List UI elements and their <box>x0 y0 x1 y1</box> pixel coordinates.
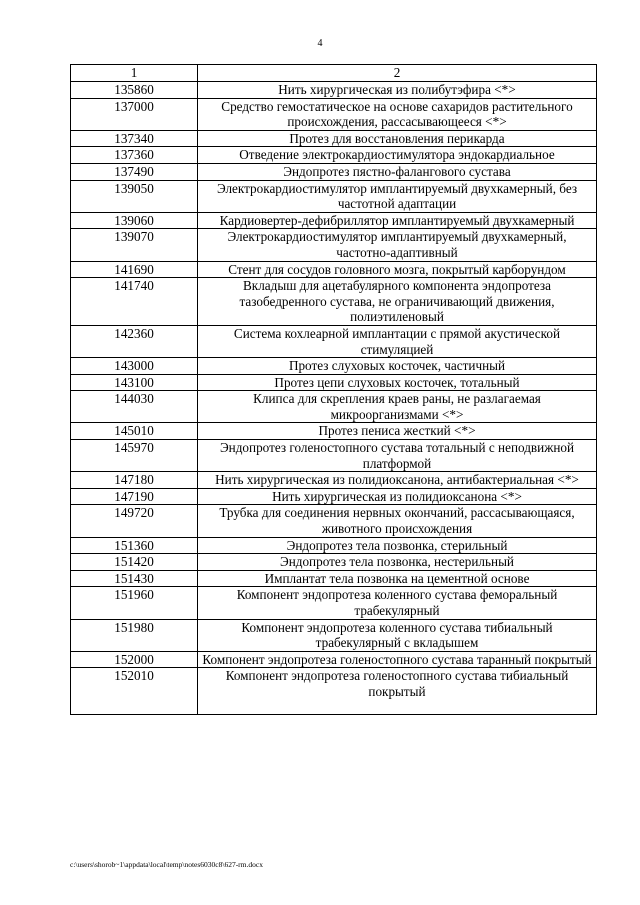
table-body <box>71 82 597 715</box>
table-row <box>71 98 597 130</box>
row-code-cell: 141690 <box>71 261 198 278</box>
row-name-cell: Средство гемостатическое на основе сахаридов растительного происхождения, рассасывающееся <*> <box>198 98 597 130</box>
table-row <box>71 261 597 278</box>
table-row <box>71 537 597 554</box>
row-code-cell: 137360 <box>71 147 198 164</box>
row-code-cell: 137490 <box>71 163 198 180</box>
row-code-cell: 151960 <box>71 587 198 619</box>
row-code-cell: 147180 <box>71 472 198 489</box>
row-code-cell: 137340 <box>71 130 198 147</box>
table-row <box>71 130 597 147</box>
row-code-cell: 151360 <box>71 537 198 554</box>
column-header-1: 1 <box>71 65 198 82</box>
row-name-cell: Стент для сосудов головного мозга, покрытый карборундом <box>198 261 597 278</box>
table-row <box>71 147 597 164</box>
row-name-cell: Вкладыш для ацетабулярного компонента эндопротеза тазобедренного сустава, не ограничивающий движения, полиэтиленовый <box>198 278 597 326</box>
row-name-cell: Компонент эндопротеза голеностопного сустава таранный покрытый <box>198 651 597 668</box>
table-row <box>71 472 597 489</box>
table-row <box>71 488 597 505</box>
footer-file-path: c:\users\shorob~1\appdata\local\temp\notes6030c8\627-rm.docx <box>70 860 263 869</box>
row-name-cell: Клипса для скрепления краев раны, не разлагаемая микроорганизмами <*> <box>198 391 597 423</box>
table-row <box>71 229 597 261</box>
row-name-cell: Эндопротез голеностопного сустава тотальный с неподвижной платформой <box>198 440 597 472</box>
row-name-cell: Протез цепи слуховых косточек, тотальный <box>198 374 597 391</box>
row-name-cell: Компонент эндопротеза голеностопного сустава тибиальный покрытый <box>198 668 597 715</box>
table-row <box>71 391 597 423</box>
row-name-cell: Система кохлеарной имплантации с прямой акустической стимуляцией <box>198 325 597 357</box>
table-row <box>71 374 597 391</box>
table-row <box>71 440 597 472</box>
row-name-cell: Эндопротез тела позвонка, нестерильный <box>198 554 597 571</box>
row-code-cell: 145010 <box>71 423 198 440</box>
table-row <box>71 554 597 571</box>
row-name-cell: Нить хирургическая из полидиоксанона, антибактериальная <*> <box>198 472 597 489</box>
row-name-cell: Эндопротез пястно-фалангового сустава <box>198 163 597 180</box>
row-code-cell: 151980 <box>71 619 198 651</box>
row-code-cell: 151430 <box>71 570 198 587</box>
row-code-cell: 152000 <box>71 651 198 668</box>
row-code-cell: 143000 <box>71 358 198 375</box>
row-name-cell: Кардиовертер-дефибриллятор имплантируемый двухкамерный <box>198 212 597 229</box>
row-name-cell: Протез пениса жесткий <*> <box>198 423 597 440</box>
row-name-cell: Нить хирургическая из полидиоксанона <*> <box>198 488 597 505</box>
table-row <box>71 587 597 619</box>
table-row <box>71 651 597 668</box>
row-code-cell: 137000 <box>71 98 198 130</box>
row-code-cell: 135860 <box>71 82 198 99</box>
row-name-cell: Нить хирургическая из полибутэфира <*> <box>198 82 597 99</box>
table-row <box>71 358 597 375</box>
table-row <box>71 570 597 587</box>
table-row <box>71 163 597 180</box>
row-code-cell: 145970 <box>71 440 198 472</box>
row-code-cell: 151420 <box>71 554 198 571</box>
row-code-cell: 139070 <box>71 229 198 261</box>
row-code-cell: 144030 <box>71 391 198 423</box>
row-code-cell: 152010 <box>71 668 198 715</box>
devices-table <box>70 64 597 715</box>
row-name-cell: Протез для восстановления перикарда <box>198 130 597 147</box>
row-code-cell: 149720 <box>71 505 198 537</box>
row-code-cell: 143100 <box>71 374 198 391</box>
row-name-cell: Отведение электрокардиостимулятора эндокардиальное <box>198 147 597 164</box>
table-row <box>71 180 597 212</box>
column-header-2: 2 <box>198 65 597 82</box>
row-name-cell: Компонент эндопротеза коленного сустава тибиальный трабекулярный с вкладышем <box>198 619 597 651</box>
row-code-cell: 139060 <box>71 212 198 229</box>
page-number: 4 <box>317 38 323 49</box>
table-row <box>71 423 597 440</box>
row-name-cell: Трубка для соединения нервных окончаний, рассасывающаяся, животного происхождения <box>198 505 597 537</box>
table-row <box>71 278 597 326</box>
row-name-cell: Компонент эндопротеза коленного сустава феморальный трабекулярный <box>198 587 597 619</box>
row-name-cell: Эндопротез тела позвонка, стерильный <box>198 537 597 554</box>
table-row <box>71 212 597 229</box>
row-name-cell: Протез слуховых косточек, частичный <box>198 358 597 375</box>
row-name-cell: Электрокардиостимулятор имплантируемый двухкамерный, частотно-адаптивный <box>198 229 597 261</box>
row-code-cell: 141740 <box>71 278 198 326</box>
table-row <box>71 668 597 715</box>
row-code-cell: 142360 <box>71 325 198 357</box>
row-code-cell: 147190 <box>71 488 198 505</box>
table-row <box>71 82 597 99</box>
table-row <box>71 619 597 651</box>
table-row <box>71 325 597 357</box>
table-header-row <box>71 65 597 82</box>
row-name-cell: Имплантат тела позвонка на цементной основе <box>198 570 597 587</box>
row-name-cell: Электрокардиостимулятор имплантируемый двухкамерный, без частотной адаптации <box>198 180 597 212</box>
row-code-cell: 139050 <box>71 180 198 212</box>
table-row <box>71 505 597 537</box>
